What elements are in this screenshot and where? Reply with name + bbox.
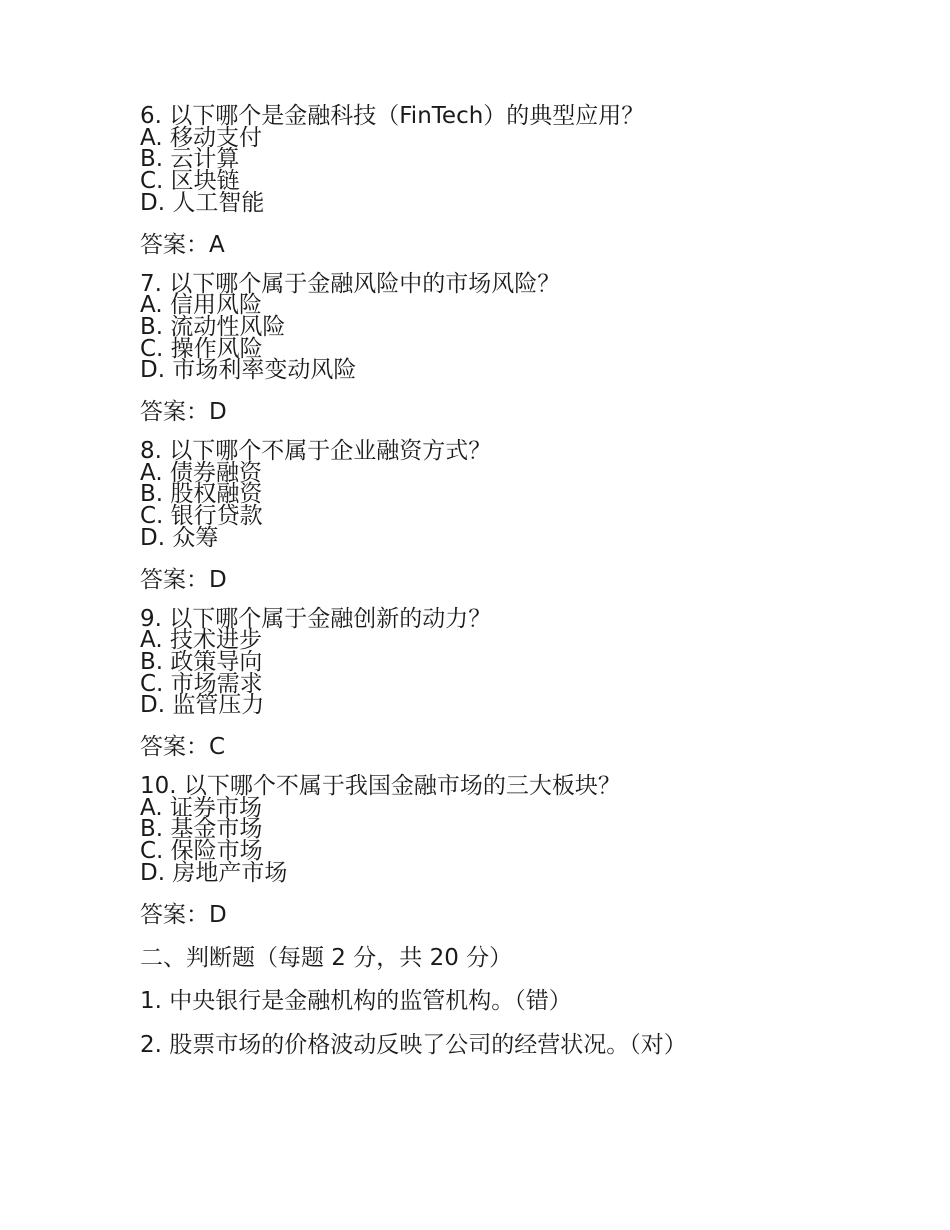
true-false-item: 1. 中央银行是金融机构的监管机构。（错） [140, 987, 572, 1014]
answer: 答案：A [140, 231, 225, 258]
question-title: 10. 以下哪个不属于我国金融市场的三大板块？ [140, 773, 621, 800]
option-d: D. 人工智能 [140, 189, 265, 216]
option-b: B. 基金市场 [140, 816, 263, 843]
option-c: C. 区块链 [140, 168, 240, 195]
option-b: B. 流动性风险 [140, 313, 286, 340]
section-title-true-false: 二、判断题（每题 2 分，共 20 分） [140, 944, 513, 971]
true-false-item: 2. 股票市场的价格波动反映了公司的经营状况。（对） [140, 1031, 687, 1058]
option-c: C. 保险市场 [140, 838, 263, 865]
option-a: A. 移动支付 [140, 124, 262, 151]
option-a: A. 技术进步 [140, 627, 262, 654]
option-a: A. 信用风险 [140, 292, 262, 319]
answer: 答案：D [140, 901, 227, 928]
option-a: A. 债券融资 [140, 459, 262, 486]
option-b: B. 云计算 [140, 146, 240, 173]
option-b: B. 政策导向 [140, 648, 263, 675]
answer: 答案：D [140, 399, 227, 426]
question-8 [140, 438, 900, 594]
question-10 [140, 773, 900, 929]
option-c: C. 银行贷款 [140, 503, 263, 530]
question-title: 7. 以下哪个属于金融风险中的市场风险？ [140, 270, 561, 297]
option-b: B. 股权融资 [140, 481, 263, 508]
option-c: C. 操作风险 [140, 335, 263, 362]
question-7 [140, 270, 900, 427]
option-a: A. 证券市场 [140, 794, 262, 821]
option-c: C. 市场需求 [140, 670, 263, 697]
option-d: D. 众筹 [140, 524, 219, 551]
answer: 答案：D [140, 566, 227, 593]
option-d: D. 监管压力 [140, 692, 265, 719]
question-6 [140, 103, 900, 259]
question-9 [140, 605, 900, 762]
question-title: 8. 以下哪个不属于企业融资方式？ [140, 438, 492, 465]
question-title: 9. 以下哪个属于金融创新的动力？ [140, 605, 492, 632]
option-d: D. 市场利率变动风险 [140, 357, 357, 384]
answer: 答案：C [140, 734, 226, 761]
exam-page [140, 103, 900, 1075]
question-title: 6. 以下哪个是金融科技（FinTech）的典型应用？ [140, 103, 645, 129]
option-d: D. 房地产市场 [140, 859, 288, 886]
